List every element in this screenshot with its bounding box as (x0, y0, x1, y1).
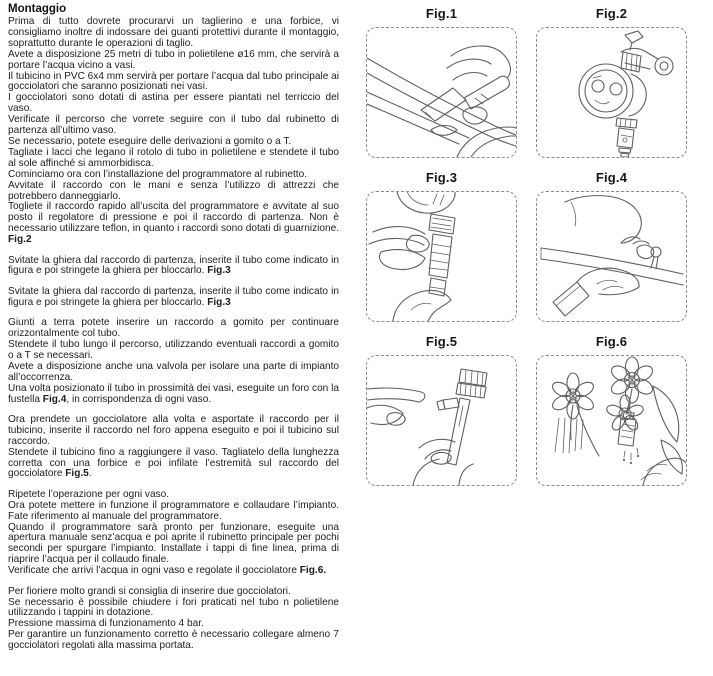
paragraph-text: Se necessario è possibile chiudere i fori praticati nel tubo n polietilene utilizzando i tappini in dotazione. (8, 596, 339, 619)
paragraph (8, 50, 339, 72)
paragraph (8, 181, 339, 203)
figure-reference: Fig.5 (65, 468, 89, 480)
figure-4-box (536, 191, 687, 322)
figure-3-label: Fig.3 (425, 170, 458, 185)
paragraph (8, 72, 339, 94)
figure-4-label: Fig.4 (595, 170, 628, 185)
figure-2-box (536, 27, 687, 158)
paragraph-text: Una volta posizionato il tubo in prossimità dei vasi, eseguite un foro con la fustella (8, 382, 339, 405)
paragraph (8, 287, 339, 309)
instruction-section (8, 287, 339, 309)
figure-reference: Fig.4 (42, 393, 67, 405)
paragraph-text: Svitate la ghiera dal raccordo di partenza, inserite il tubo come indicato in figura e poi stringete la ghiera per bloccarlo. (8, 285, 339, 308)
paragraph-text: Ora prendete un gocciolatore alla volta e asportate il raccordo per il tubicino, inserite il raccordo nel foro appena eseguito e poi il tubicino sul raccordo. (8, 413, 339, 447)
paragraph (8, 202, 339, 246)
dripper-micro-tube-illustration (367, 356, 516, 485)
instruction-sections (8, 17, 339, 652)
paragraph-text: Ora potete mettere in funzione il programmatore e collaudare l’impianto. Fate riferimento al manuale del programmatore. (8, 499, 339, 522)
tap-timer-illustration (537, 28, 686, 157)
paragraph-text: Il tubicino in PVC 6x4 mm servirà per portare l’acqua dal tubo principale ai gocciolatori che saranno posizionati nei vasi. (8, 70, 340, 93)
paragraph-text: Avvitate il raccordo con le mani e senza l’utilizzo di attrezzi che potrebbero danneggiarlo. (8, 179, 339, 202)
knife-cutting-tube-illustration (367, 28, 516, 157)
page-title: Montaggio (8, 3, 67, 15)
paragraph-text: I gocciolatori sono dotati di astina per essere piantati nel terriccio del vaso. (8, 92, 339, 115)
paragraph (8, 566, 339, 577)
dripper-watering-flowers-illustration (537, 356, 686, 485)
paragraph (8, 630, 339, 652)
paragraph-text: Pressione massima di funzionamento 4 bar. (8, 618, 204, 630)
figure-reference: Fig.6. (299, 565, 327, 577)
paragraph (8, 17, 339, 50)
figure-6-label: Fig.6 (595, 334, 628, 349)
figure-3 (366, 170, 517, 322)
paragraph-text: Stendete il tubo lungo il percorso, utilizzando eventuali raccordi a gomito o a T se necessari. (8, 338, 339, 361)
paragraph-text: Avete a disposizione anche una valvola per isolare una parte di impianto all’occorrenza. (8, 360, 339, 383)
instruction-section (8, 587, 339, 652)
instruction-section (8, 490, 339, 577)
paragraph-text: Per garantire un funzionamento corretto è necessario collegare almeno 7 gocciolatori regolati alla massima portata. (8, 629, 339, 652)
paragraph-text: Verificate che arrivi l’acqua in ogni vaso e regolate il gocciolatore (8, 565, 300, 577)
paragraph-text: Giunti a terra potete inserire un raccordo a gomito per continuare orizzontalmente col tubo. (8, 317, 339, 340)
screwing-fitting-illustration (367, 192, 516, 321)
figure-5-label: Fig.5 (425, 334, 458, 349)
figure-5-box (366, 355, 517, 486)
paragraph (8, 340, 339, 362)
paragraph-text: , in corrispondenza di ogni vaso. (66, 393, 212, 405)
paragraph (8, 148, 339, 170)
figure-3-box (366, 191, 517, 322)
paragraph-text: Avete a disposizione 25 metri di tubo in polietilene ø16 mm, che servirà a portare l’acqua vicino a vasi. (8, 48, 339, 71)
figure-4 (536, 170, 687, 322)
instruction-section (8, 17, 339, 246)
paragraph (8, 362, 339, 384)
paragraph (8, 384, 339, 406)
paragraph (8, 598, 339, 620)
paragraph-text: Prima di tutto dovrete procurarvi un taglierino e una forbice, vi consigliamo inoltre di indossare dei guanti protettivi durante il montaggio, soprattutto durante le operazioni di taglio. (8, 16, 339, 49)
paragraph (8, 318, 339, 340)
instruction-section (8, 415, 339, 480)
paragraph (8, 448, 339, 481)
paragraph (8, 115, 339, 137)
paragraph-text: Ripetete l’operazione per ogni vaso. (8, 488, 170, 500)
paragraph-text: Svitate la ghiera dal raccordo di partenza, inserite il tubo come indicato in figura e poi stringete la ghiera per bloccarlo. (8, 254, 339, 277)
paragraph (8, 415, 339, 448)
paragraph (8, 93, 339, 115)
figure-2 (536, 6, 687, 158)
punching-hole-illustration (537, 192, 686, 321)
paragraph-text: Per fioriere molto grandi si consiglia di inserire due gocciolatori. (8, 585, 291, 597)
figure-2-label: Fig.2 (595, 6, 628, 21)
paragraph-text: Cominciamo ora con l’installazione del programmatore al rubinetto. (8, 168, 308, 180)
figure-reference: Fig.2 (8, 234, 32, 246)
paragraph (8, 523, 339, 567)
paragraph-text: Quando il programmatore sarà pronto per funzionare, eseguite una apertura manuale senz’acqua e poi aprite il rubinetto principale per pochi secondi per spurgare l’impianto. Installate i tappi di fine linea, prima di riaprire l’acqua per il collaudo finale. (8, 521, 339, 566)
figure-6 (536, 334, 687, 486)
figure-1-label: Fig.1 (425, 6, 458, 21)
figure-6-box (536, 355, 687, 486)
paragraph-text: Verificate il percorso che vorrete seguire con il tubo dal rubinetto di partenza all’ultimo vaso. (8, 114, 339, 137)
instruction-section (8, 256, 339, 278)
figure-1 (366, 6, 517, 158)
paragraph-text: Togliete il raccordo rapido all’uscita del programmatore e avvitate al suo posto il regolatore di pressione e poi il raccordo di partenza. Non è necessario utilizzare teflon, in quanto i raccordi sono dotati di guarnizione. (8, 201, 339, 235)
figure-reference: Fig.3 (207, 265, 231, 277)
instruction-text-column (8, 3, 339, 652)
figure-reference: Fig.3 (207, 296, 231, 308)
paragraph (8, 501, 339, 523)
figure-5 (366, 334, 517, 486)
paragraph-text: . (88, 468, 92, 480)
paragraph (8, 256, 339, 278)
paragraph-text: Se necessario, potete eseguire delle derivazioni a gomito o a T. (8, 135, 292, 147)
figure-1-box (366, 27, 517, 158)
paragraph-text: Tagliate i lacci che legano il rotolo di tubo in polietilene e stendete il tubo al sole affinché si ammorbidisca. (8, 146, 339, 169)
instruction-section (8, 318, 339, 405)
paragraph-text: Stendete il tubicino fino a raggiungere il vaso. Tagliatelo della lunghezza corretta con una forbice e poi infilate l’estremità sul raccordo del gocciolatore (8, 446, 339, 480)
